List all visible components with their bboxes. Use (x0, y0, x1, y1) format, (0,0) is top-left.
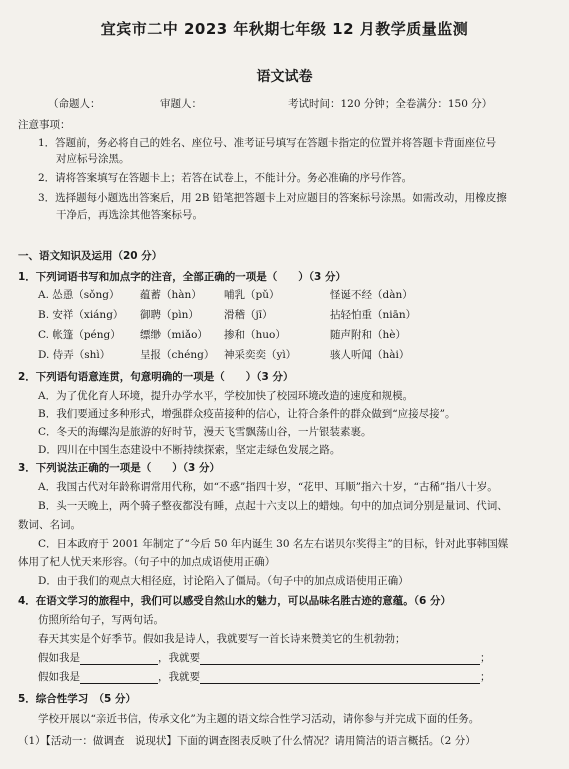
q4-fill-line-1 (38, 652, 491, 665)
q3-option-b-line-2: 数词、名词。 (18, 519, 81, 531)
q4-fill-line-2 (38, 671, 491, 684)
answer-blank[interactable] (80, 653, 158, 665)
q4-fill-prefix: 假如我是 (38, 652, 80, 664)
notes-heading: 注意事项： (18, 119, 71, 131)
q1-option-d-1: D. 侍弄（shì） (38, 349, 111, 361)
q1-option-b-1: B. 安祥（xiáng） (38, 309, 124, 321)
q1-option-c-3: 掺和（huo） (224, 329, 286, 341)
note-3-line-2: 干净后，再选涂其他答案标号。 (56, 209, 203, 221)
q4-fill-end: ； (480, 652, 491, 664)
q1-option-c-4: 随声附和（hè） (330, 329, 406, 341)
q3-option-a: A．我国古代对年龄称谓常用代称，如“不惑”指四十岁，“花甲、耳顺”指六十岁，“古稀”指八十岁。 (38, 481, 498, 493)
answer-blank[interactable] (200, 653, 480, 665)
q4-example: 春天其实是个好季节。假如我是诗人，我就要写一首长诗来赞美它的生机勃勃； (38, 633, 406, 645)
q3-option-c-line-1: C．日本政府于 2001 年制定了“今后 50 年内诞生 30 名左右诺贝尔奖得主”的目标，针对此事韩国媒 (38, 538, 509, 550)
q3-stem: 3．下列说法正确的一项是（ ）（3 分） (18, 462, 221, 474)
q5-intro: 学校开展以“亲近书信，传承文化”为主题的语文综合性学习活动，请你参与并完成下面的任务。 (38, 713, 480, 725)
q3-option-b-line-1: B．头一天晚上，两个骑子整夜都没有睡，点起十六支以上的蜡烛。句中的加点词分别是量词、代词、 (38, 500, 508, 512)
q4-instruction: 仿照所给句子，写两句话。 (38, 614, 164, 626)
reviewer-label: 审题人： (160, 98, 202, 110)
q1-option-a-3: 哺乳（pǔ） (224, 289, 280, 301)
q5-activity-1: （1）【活动一：做调查 说现状】下面的调查图表反映了什么情况？请用简洁的语言概括。（2 分） (18, 735, 476, 747)
exam-subtitle: 语文试卷 (256, 69, 313, 85)
note-1-line-2: 对应标号涂黑。 (56, 153, 130, 165)
q1-stem: 1．下列词语书写和加点字的注音，全部正确的一项是（ ）（3 分） (18, 271, 347, 283)
answer-blank[interactable] (200, 672, 480, 684)
q1-option-c-1: C. 帐篷（péng） (38, 329, 121, 341)
answer-blank[interactable] (80, 672, 158, 684)
q1-option-d-3: 神采奕奕（yì） (224, 349, 297, 361)
q1-option-d-2: 呈报（chéng） (140, 349, 215, 361)
q1-option-c-2: 缥缈（miǎo） (140, 329, 208, 341)
section-1-heading: 一、语文知识及运用（20 分） (18, 250, 163, 262)
q4-stem: 4．在语文学习的旅程中，我们可以感受自然山水的魅力，可以品味名胜古迹的意蕴。（6 分） (18, 595, 452, 607)
q2-stem: 2．下列语句语意连贯，句意明确的一项是（ ）（3 分） (18, 371, 294, 383)
q1-option-a-4: 怪诞不经（dàn） (330, 289, 413, 301)
exam-title: 宜宾市二中 2023 年秋期七年级 12 月教学质量监测 (100, 20, 469, 38)
q1-option-b-4: 拈轻怕重（niān） (330, 309, 417, 321)
q1-option-a-1: A. 怂恿（sǒng） (38, 289, 120, 301)
q4-fill-mid: ，我就要 (158, 671, 200, 683)
q2-option-b: B．我们要通过多种形式，增强群众疫苗接种的信心，让符合条件的群众做到“应接尽接”。 (38, 408, 456, 420)
note-2: 2．请将答案填写在答题卡上；若答在试卷上，不能计分。务必准确的序号作答。 (38, 172, 413, 184)
q4-fill-prefix: 假如我是 (38, 671, 80, 683)
q1-option-a-2: 蕴蓄（hàn） (140, 289, 202, 301)
q1-option-b-3: 滑稽（jī） (224, 309, 273, 321)
time-score-info: 考试时间：120 分钟；全卷满分：150 分） (288, 98, 493, 110)
q3-option-c-line-2: 体用了杞人忧天来形容。（句子中的加点成语使用正确） (18, 556, 276, 568)
q4-fill-mid: ，我就要 (158, 652, 200, 664)
q5-stem: 5．综合性学习 （5 分） (18, 693, 137, 705)
q2-option-c: C．冬天的海螺沟是旅游的好时节，漫天飞雪飘荡山谷，一片银装素裹。 (38, 426, 372, 438)
q1-option-b-2: 御聘（pìn） (140, 309, 199, 321)
q2-option-a: A．为了优化育人环境，提升办学水平，学校加快了校园环境改造的速度和规模。 (38, 390, 414, 402)
note-1-line-1: 1．答题前，务必将自己的姓名、座位号、准考证号填写在答题卡指定的位置并将答题卡背面座位号 (38, 137, 497, 149)
q1-option-d-4: 骇人听闻（hài） (330, 349, 410, 361)
q3-option-d: D．由于我们的观点大相径庭，讨论陷入了僵局。（句子中的加点成语使用正确） (38, 575, 409, 587)
proposer-label: （命题人： (48, 98, 101, 110)
note-3-line-1: 3．选择题每小题选出答案后，用 2B 铅笔把答题卡上对应题目的答案标号涂黑。如需改动，用橡皮擦 (38, 192, 507, 204)
q4-fill-end: ； (480, 671, 491, 683)
q2-option-d: D．四川在中国生态建设中不断持续探索，坚定走绿色发展之路。 (38, 444, 341, 456)
